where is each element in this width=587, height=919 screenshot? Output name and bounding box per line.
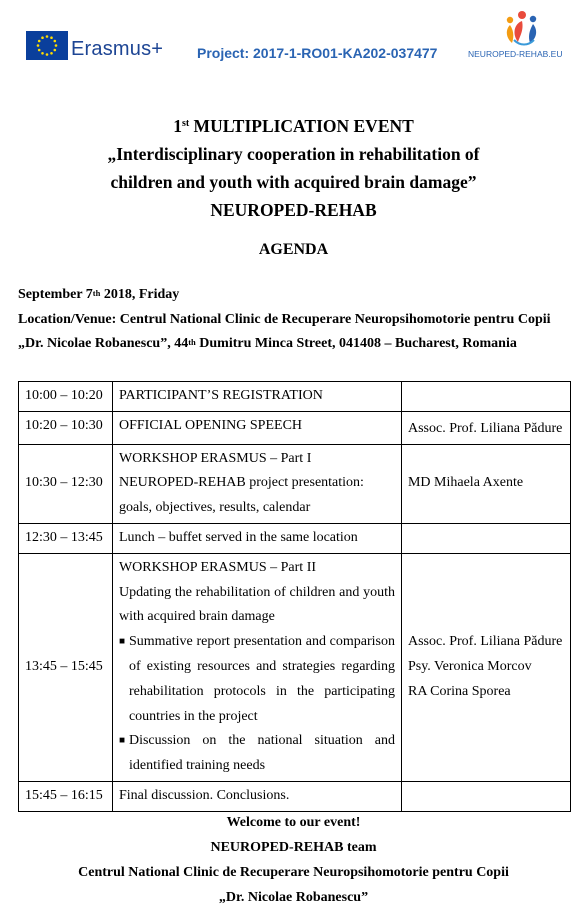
time-cell: 15:45 – 16:15 [19,781,113,811]
project-code: Project: 2017-1-RO01-KA202-037477 [197,45,438,61]
speaker-cell [401,523,570,553]
activity-intro: Updating the rehabilitation of children and youth with acquired brain damage [118,584,395,625]
speaker-name: RA Corina Sporea [407,683,511,699]
activity-line: NEUROPED-REHAB project presentation: [118,475,364,491]
activity-line: goals, objectives, results, calendar [118,500,311,516]
speaker-cell [401,382,570,412]
activity-cell [112,444,401,523]
event-title-block [0,112,587,224]
organization-name: Centrul National Clinic de Recuperare Neuropsihomotorie pentru Copii [78,865,509,880]
table-row [19,553,571,781]
speaker-cell: MD Mihaela Axente [401,444,570,523]
time-cell: 10:30 – 12:30 [19,444,113,523]
project-name: NEUROPED-REHAB [210,200,377,220]
event-address: „Dr. Nicolae Robanescu”, 44th Dumitru Minca Street, 041408 – Bucharest, Romania [18,336,517,351]
speaker-cell: Assoc. Prof. Liliana Pădure [401,411,570,444]
time-cell: 13:45 – 15:45 [19,553,113,781]
bullet-text: Discussion on the national situation and identified training needs [128,733,395,774]
event-location: Location/Venue: Centrul National Clinic de Recuperare Neuropsihomotorie pentru Copii [18,311,551,327]
time-cell: 12:30 – 13:45 [19,523,113,553]
table-row [19,382,571,412]
agenda-table [18,381,571,812]
list-item [119,729,395,779]
neuroped-rehab-logo-icon [500,10,544,46]
speaker-cell [401,781,570,811]
activity-cell: PARTICIPANT’S REGISTRATION [112,382,401,412]
event-subtitle-line-2: children and youth with acquired brain damage” [110,172,477,192]
organization-name-2: „Dr. Nicolae Robanescu” [218,890,369,905]
time-cell: 10:20 – 10:30 [19,411,113,444]
activity-cell: Lunch – buffet served in the same location [112,523,401,553]
agenda-heading: AGENDA [258,241,329,258]
table-row [19,523,571,553]
team-text: NEUROPED-REHAB team [210,840,377,855]
time-cell: 10:00 – 10:20 [19,382,113,412]
list-item [119,630,395,729]
event-info [18,283,551,357]
activity-title: WORKSHOP ERASMUS – Part II [118,559,317,575]
bullet-icon: ■ [118,636,126,648]
event-date: September 7th 2018, Friday [18,287,180,302]
speaker-name: Psy. Veronica Morcov [407,658,532,674]
table-row [19,781,571,811]
activity-line: WORKSHOP ERASMUS – Part I [118,450,312,466]
bullet-text: Summative report presentation and comparison of existing resources and strategies regarding rehabilitation protocols in the participating countries in the project [128,634,395,724]
erasmus-logo-text: Erasmus+ [71,38,164,60]
speaker-cell [401,553,570,781]
event-title: 1st MULTIPLICATION EVENT [173,116,414,136]
activity-cell: OFFICIAL OPENING SPEECH [112,411,401,444]
event-subtitle-line-1: „Interdisciplinary cooperation in rehabilitation of [107,144,480,164]
table-row [19,411,571,444]
welcome-text: Welcome to our event! [226,815,361,830]
eu-flag-icon [26,31,68,60]
document-footer [0,810,587,910]
document-header [0,0,587,80]
table-row [19,444,571,523]
speaker-name: Assoc. Prof. Liliana Pădure [407,634,563,650]
activity-cell [112,553,401,781]
activity-cell: Final discussion. Conclusions. [112,781,401,811]
neuroped-rehab-logo-text: NEUROPED-REHAB.EU [468,49,563,59]
bullet-icon: ■ [118,735,126,747]
